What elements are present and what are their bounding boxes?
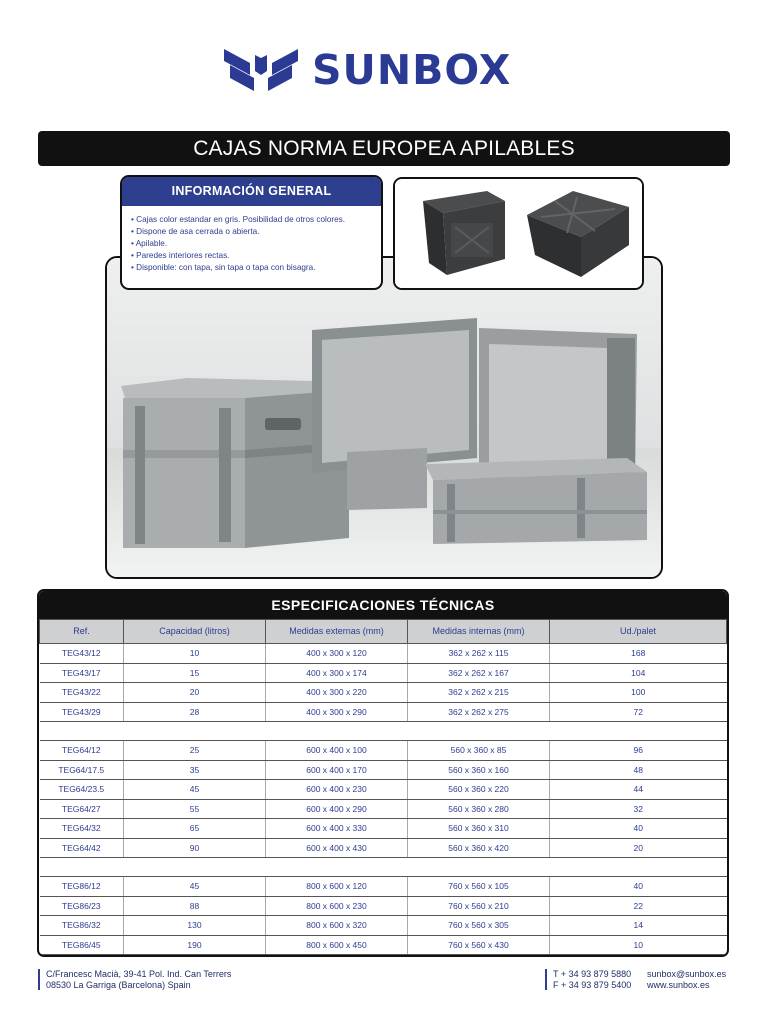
address-line-1: C/Francesc Macià, 39-41 Pol. Ind. Can Terrers	[46, 969, 232, 979]
address-line-2: 08530 La Garriga (Barcelona) Spain	[46, 980, 191, 990]
cell-external: 800 x 600 x 450	[266, 935, 408, 955]
table-row	[40, 780, 727, 800]
cell-capacity: 15	[124, 663, 266, 683]
table-row	[40, 702, 727, 722]
table-row	[40, 760, 727, 780]
cell-ref: TEG64/17.5	[40, 760, 124, 780]
cell-internal: 760 x 560 x 305	[408, 916, 550, 936]
cell-ref: TEG64/23.5	[40, 780, 124, 800]
table-row	[40, 838, 727, 858]
cell-capacity: 25	[124, 741, 266, 761]
info-item: • Cajas color estandar en gris. Posibilidad de otros colores.	[131, 214, 373, 226]
cell-external: 400 x 300 x 290	[266, 702, 408, 722]
page-title: CAJAS NORMA EUROPEA APILABLES	[38, 131, 730, 166]
cell-capacity: 20	[124, 683, 266, 703]
email-link[interactable]: sunbox@sunbox.es	[647, 969, 727, 979]
cell-internal: 560 x 360 x 160	[408, 760, 550, 780]
table-row	[40, 683, 727, 703]
cell-capacity: 28	[124, 702, 266, 722]
table-row	[40, 916, 727, 936]
info-item: • Dispone de asa cerrada o abierta.	[131, 226, 373, 238]
table-row	[40, 644, 727, 664]
cell-external: 400 x 300 x 120	[266, 644, 408, 664]
col-header-per-pallet: Ud./palet	[550, 620, 727, 644]
table-row	[40, 741, 727, 761]
table-row	[40, 799, 727, 819]
cell-capacity: 65	[124, 819, 266, 839]
cell-external: 600 x 400 x 170	[266, 760, 408, 780]
cell-ref: TEG64/32	[40, 819, 124, 839]
cell-per-pallet: 44	[550, 780, 727, 800]
cell-internal: 760 x 560 x 210	[408, 896, 550, 916]
footer-address	[46, 969, 231, 991]
cell-ref: TEG64/27	[40, 799, 124, 819]
cell-internal: 560 x 360 x 420	[408, 838, 550, 858]
group-separator-row	[40, 858, 727, 877]
col-header-ref: Ref.	[40, 620, 124, 644]
cell-per-pallet: 10	[550, 935, 727, 955]
cell-capacity: 10	[124, 644, 266, 664]
footer-divider	[545, 969, 547, 990]
table-row	[40, 896, 727, 916]
technical-specs-panel	[37, 589, 729, 957]
cell-internal: 560 x 360 x 310	[408, 819, 550, 839]
cell-ref: TEG86/45	[40, 935, 124, 955]
phone: T + 34 93 879 5880	[553, 969, 632, 979]
cell-internal: 760 x 560 x 105	[408, 877, 550, 897]
cell-ref: TEG43/12	[40, 644, 124, 664]
cell-external: 600 x 400 x 230	[266, 780, 408, 800]
cell-ref: TEG64/12	[40, 741, 124, 761]
col-header-capacity: Capacidad (litros)	[124, 620, 266, 644]
cell-ref: TEG43/29	[40, 702, 124, 722]
cell-internal: 362 x 262 x 275	[408, 702, 550, 722]
cell-per-pallet: 40	[550, 819, 727, 839]
cell-capacity: 55	[124, 799, 266, 819]
info-item: • Paredes interiores rectas.	[131, 250, 373, 262]
cell-external: 800 x 600 x 120	[266, 877, 408, 897]
cell-ref: TEG43/22	[40, 683, 124, 703]
general-info-panel	[120, 175, 383, 290]
info-item: • Disponible: con tapa, sin tapa o tapa con bisagra.	[131, 262, 373, 274]
cell-capacity: 45	[124, 780, 266, 800]
cell-per-pallet: 100	[550, 683, 727, 703]
cell-per-pallet: 40	[550, 877, 727, 897]
footer-phones	[553, 969, 631, 991]
table-row	[40, 663, 727, 683]
specs-table	[39, 619, 727, 955]
brand-name: SUNBOX	[312, 45, 512, 94]
specs-heading: ESPECIFICACIONES TÉCNICAS	[39, 591, 727, 619]
cell-ref: TEG86/23	[40, 896, 124, 916]
cell-external: 600 x 400 x 330	[266, 819, 408, 839]
specs-header-row	[40, 620, 727, 644]
cell-per-pallet: 168	[550, 644, 727, 664]
cell-internal: 362 x 262 x 115	[408, 644, 550, 664]
cell-external: 800 x 600 x 320	[266, 916, 408, 936]
cell-ref: TEG86/32	[40, 916, 124, 936]
cell-external: 600 x 400 x 290	[266, 799, 408, 819]
fax: F + 34 93 879 5400	[553, 980, 632, 990]
table-row	[40, 819, 727, 839]
cell-per-pallet: 72	[550, 702, 727, 722]
cell-internal: 760 x 560 x 430	[408, 935, 550, 955]
cell-external: 400 x 300 x 174	[266, 663, 408, 683]
cell-capacity: 45	[124, 877, 266, 897]
general-info-list	[122, 206, 381, 274]
cell-external: 600 x 400 x 100	[266, 741, 408, 761]
group-separator-row	[40, 722, 727, 741]
table-row	[40, 877, 727, 897]
table-row	[40, 935, 727, 955]
separator-cell	[40, 722, 727, 741]
cell-external: 400 x 300 x 220	[266, 683, 408, 703]
product-photo-dark-boxes	[393, 177, 644, 290]
cell-per-pallet: 104	[550, 663, 727, 683]
info-item: • Apilable.	[131, 238, 373, 250]
cell-internal: 362 x 262 x 215	[408, 683, 550, 703]
general-info-heading: INFORMACIÓN GENERAL	[122, 177, 381, 206]
separator-cell	[40, 858, 727, 877]
product-photo-stack	[105, 256, 663, 579]
cell-internal: 560 x 360 x 85	[408, 741, 550, 761]
cell-ref: TEG86/12	[40, 877, 124, 897]
cell-capacity: 35	[124, 760, 266, 780]
col-header-internal: Medidas internas (mm)	[408, 620, 550, 644]
footer-divider	[38, 969, 40, 990]
cell-per-pallet: 20	[550, 838, 727, 858]
sunbox-logo-icon	[222, 45, 300, 95]
website-link[interactable]: www.sunbox.es	[647, 980, 710, 990]
cell-external: 800 x 600 x 230	[266, 896, 408, 916]
specs-body	[40, 644, 727, 955]
cell-capacity: 130	[124, 916, 266, 936]
cell-per-pallet: 96	[550, 741, 727, 761]
cell-ref: TEG43/17	[40, 663, 124, 683]
col-header-external: Medidas externas (mm)	[266, 620, 408, 644]
cell-per-pallet: 32	[550, 799, 727, 819]
cell-internal: 362 x 262 x 167	[408, 663, 550, 683]
footer-contact	[647, 969, 726, 991]
cell-per-pallet: 14	[550, 916, 727, 936]
cell-internal: 560 x 360 x 220	[408, 780, 550, 800]
cell-external: 600 x 400 x 430	[266, 838, 408, 858]
cell-ref: TEG64/42	[40, 838, 124, 858]
cell-internal: 560 x 360 x 280	[408, 799, 550, 819]
cell-per-pallet: 22	[550, 896, 727, 916]
cell-per-pallet: 48	[550, 760, 727, 780]
cell-capacity: 90	[124, 838, 266, 858]
cell-capacity: 190	[124, 935, 266, 955]
cell-capacity: 88	[124, 896, 266, 916]
brand-logo	[222, 44, 511, 96]
